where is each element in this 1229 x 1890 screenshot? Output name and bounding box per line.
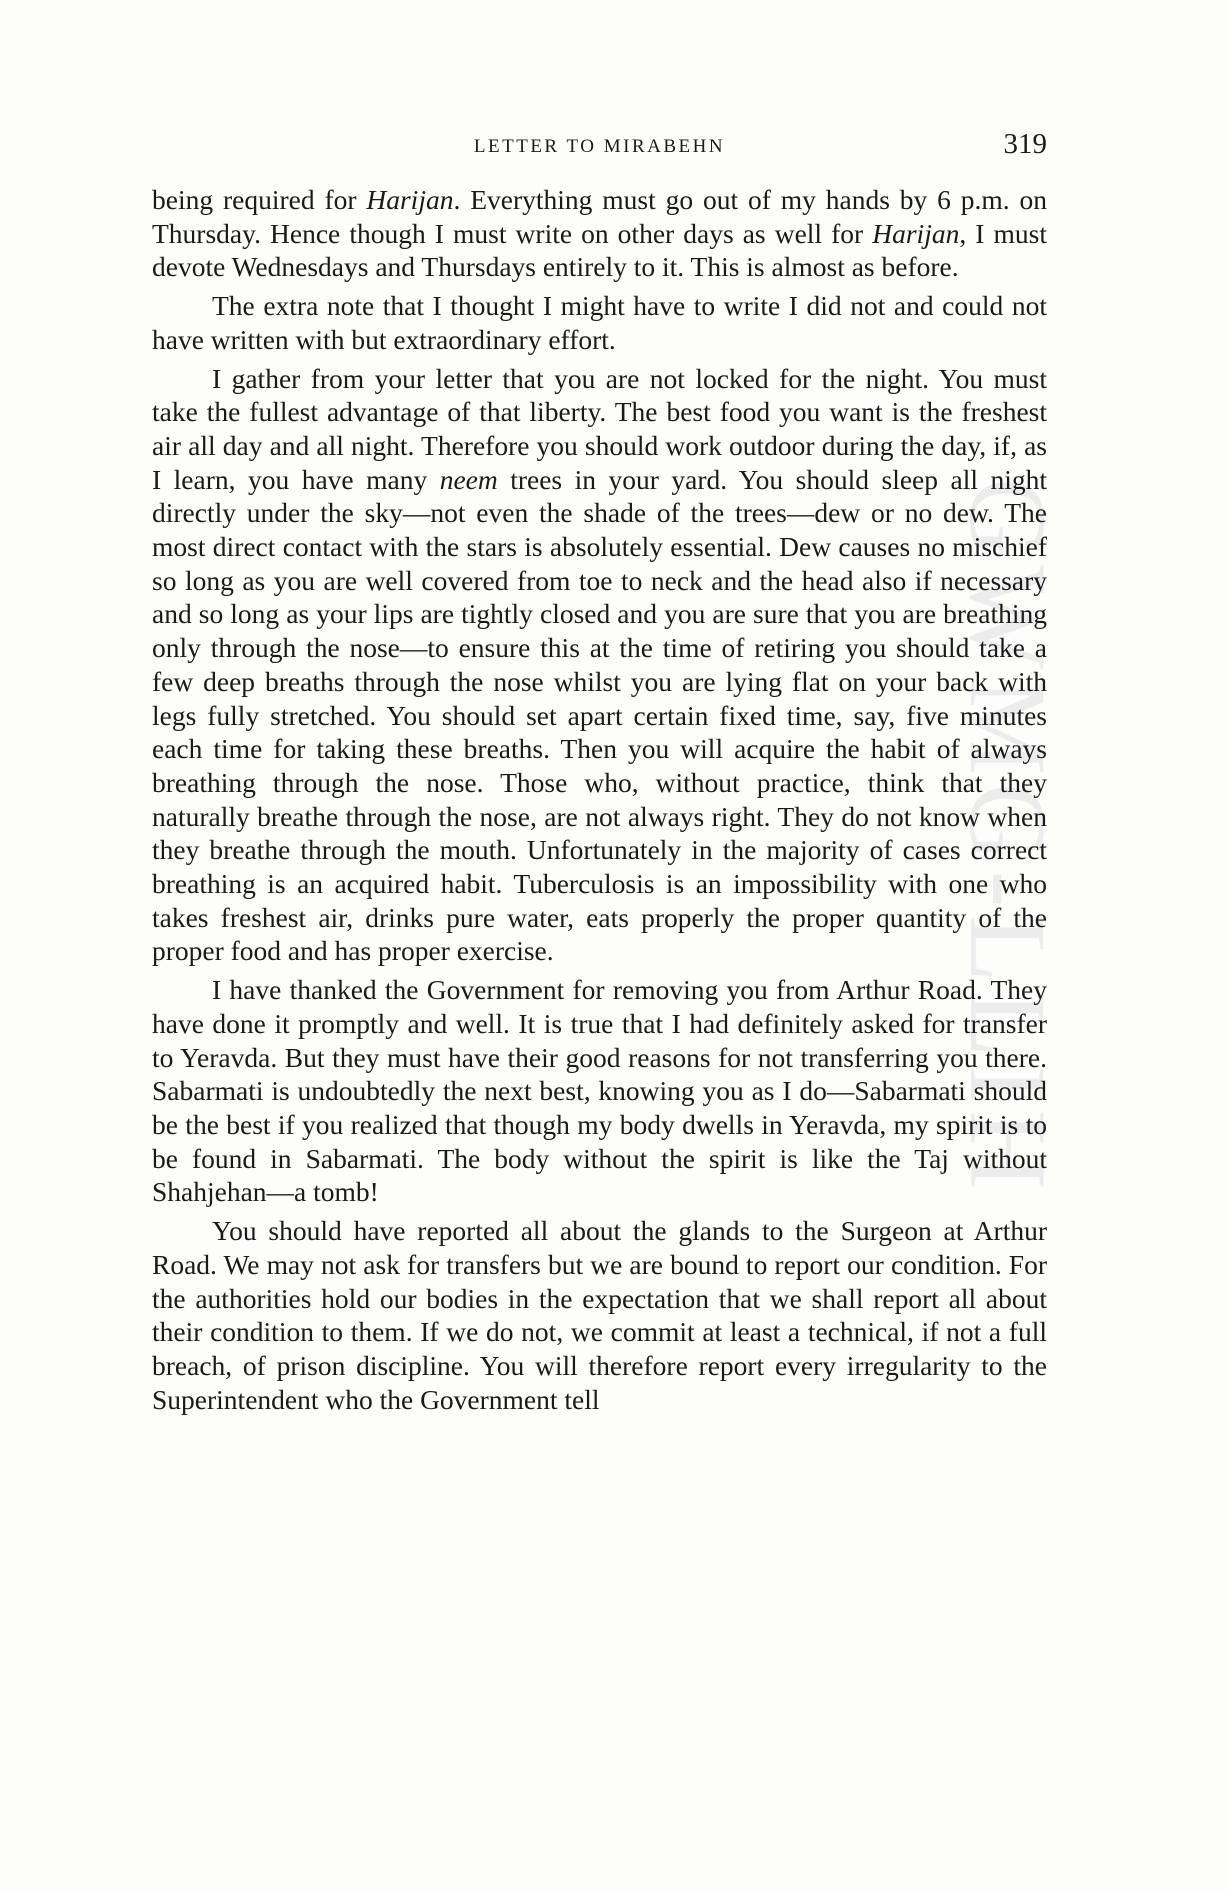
- text-run: trees in your yard. You should sleep all night directly under the sky—not even the shade of the trees—dew or no dew. The most direct contact with the stars is absolutely essential. Dew causes no mischief so long as you are well covered from toe to neck and the head also if necessary and so long as your lips are tightly closed and you are sure that you are breathing only through the nose—to ensure this at the time of retiring you should take a few deep breaths through the nose whilst you are lying flat on your back with legs fully stretched. You should set apart certain fixed time, say, five minutes each time for taking these breaths. Then you will acquire the habit of always breathing through the nose. Those who, without practice, think that they naturally breathe through the nose, are not always right. They do not know when they breathe through the mouth. Unfortunately in the majority of cases correct breathing is an acquired habit. Tuberculosis is an impossibility with one who takes freshest air, drinks pure water, eats properly the proper quantity of the proper food and has proper exercise.: [152, 463, 1047, 967]
- text-run: being required for: [152, 184, 367, 215]
- page-number: 319: [1003, 128, 1047, 160]
- text-run: You should have reported all about the glands to the Surgeon at Arthur Road. We may not ask for transfers but we are bound to report our condition. For the authorities hold our bodies in the expectation that we shall report all about their condition to them. If we do not, we commit at least a technical, if not a full breach, of prison discipline. You will therefore report every irregularity to the Superintendent who the Government tell: [152, 1215, 1047, 1415]
- paragraph: [152, 183, 1047, 284]
- paragraph: [152, 973, 1047, 1209]
- page-header: [152, 128, 1047, 168]
- text-run: , I must devote Wednesdays and Thursdays entirely to it. This is almost as before.: [152, 217, 1047, 283]
- text-run: I have thanked the Government for removing you from Arthur Road. They have done it promptly and well. It is true that I had definitely asked for transfer to Yeravda. But they must have their good reasons for not transferring you there. Sabarmati is undoubtedly the next best, knowing you as I do—Sabarmati should be the best if you realized that though my body dwells in Yeravda, my spirit is to be found in Sabarmati. The body without the spirit is like the Taj without Shahjehan—a tomb!: [152, 974, 1047, 1208]
- paragraph: [152, 1214, 1047, 1416]
- paragraph: [152, 289, 1047, 356]
- text-run: . Everything must go out of my hands by 6 p.m. on Thursday. Hence though I must write on other days as well for: [152, 184, 1047, 249]
- italic-title: Harijan: [366, 184, 454, 215]
- text-run: I gather from your letter that you are not locked for the night. You must take the fullest advantage of that liberty. The best food you want is the freshest air all day and all night. Therefore you should work outdoor during the day, if, as I learn, you have many: [152, 362, 1047, 495]
- running-title: LETTER TO MIRABEHN: [473, 136, 726, 157]
- paragraph: [152, 362, 1047, 969]
- italic-term: neem: [439, 463, 498, 495]
- body-text: [152, 183, 1047, 1421]
- text-run: The extra note that I thought I might have to write I did not and could not have written with but extraordinary effort.: [152, 290, 1047, 355]
- watermark: GWMG-LLIH: [947, 478, 1069, 1198]
- italic-title: Harijan: [872, 217, 960, 249]
